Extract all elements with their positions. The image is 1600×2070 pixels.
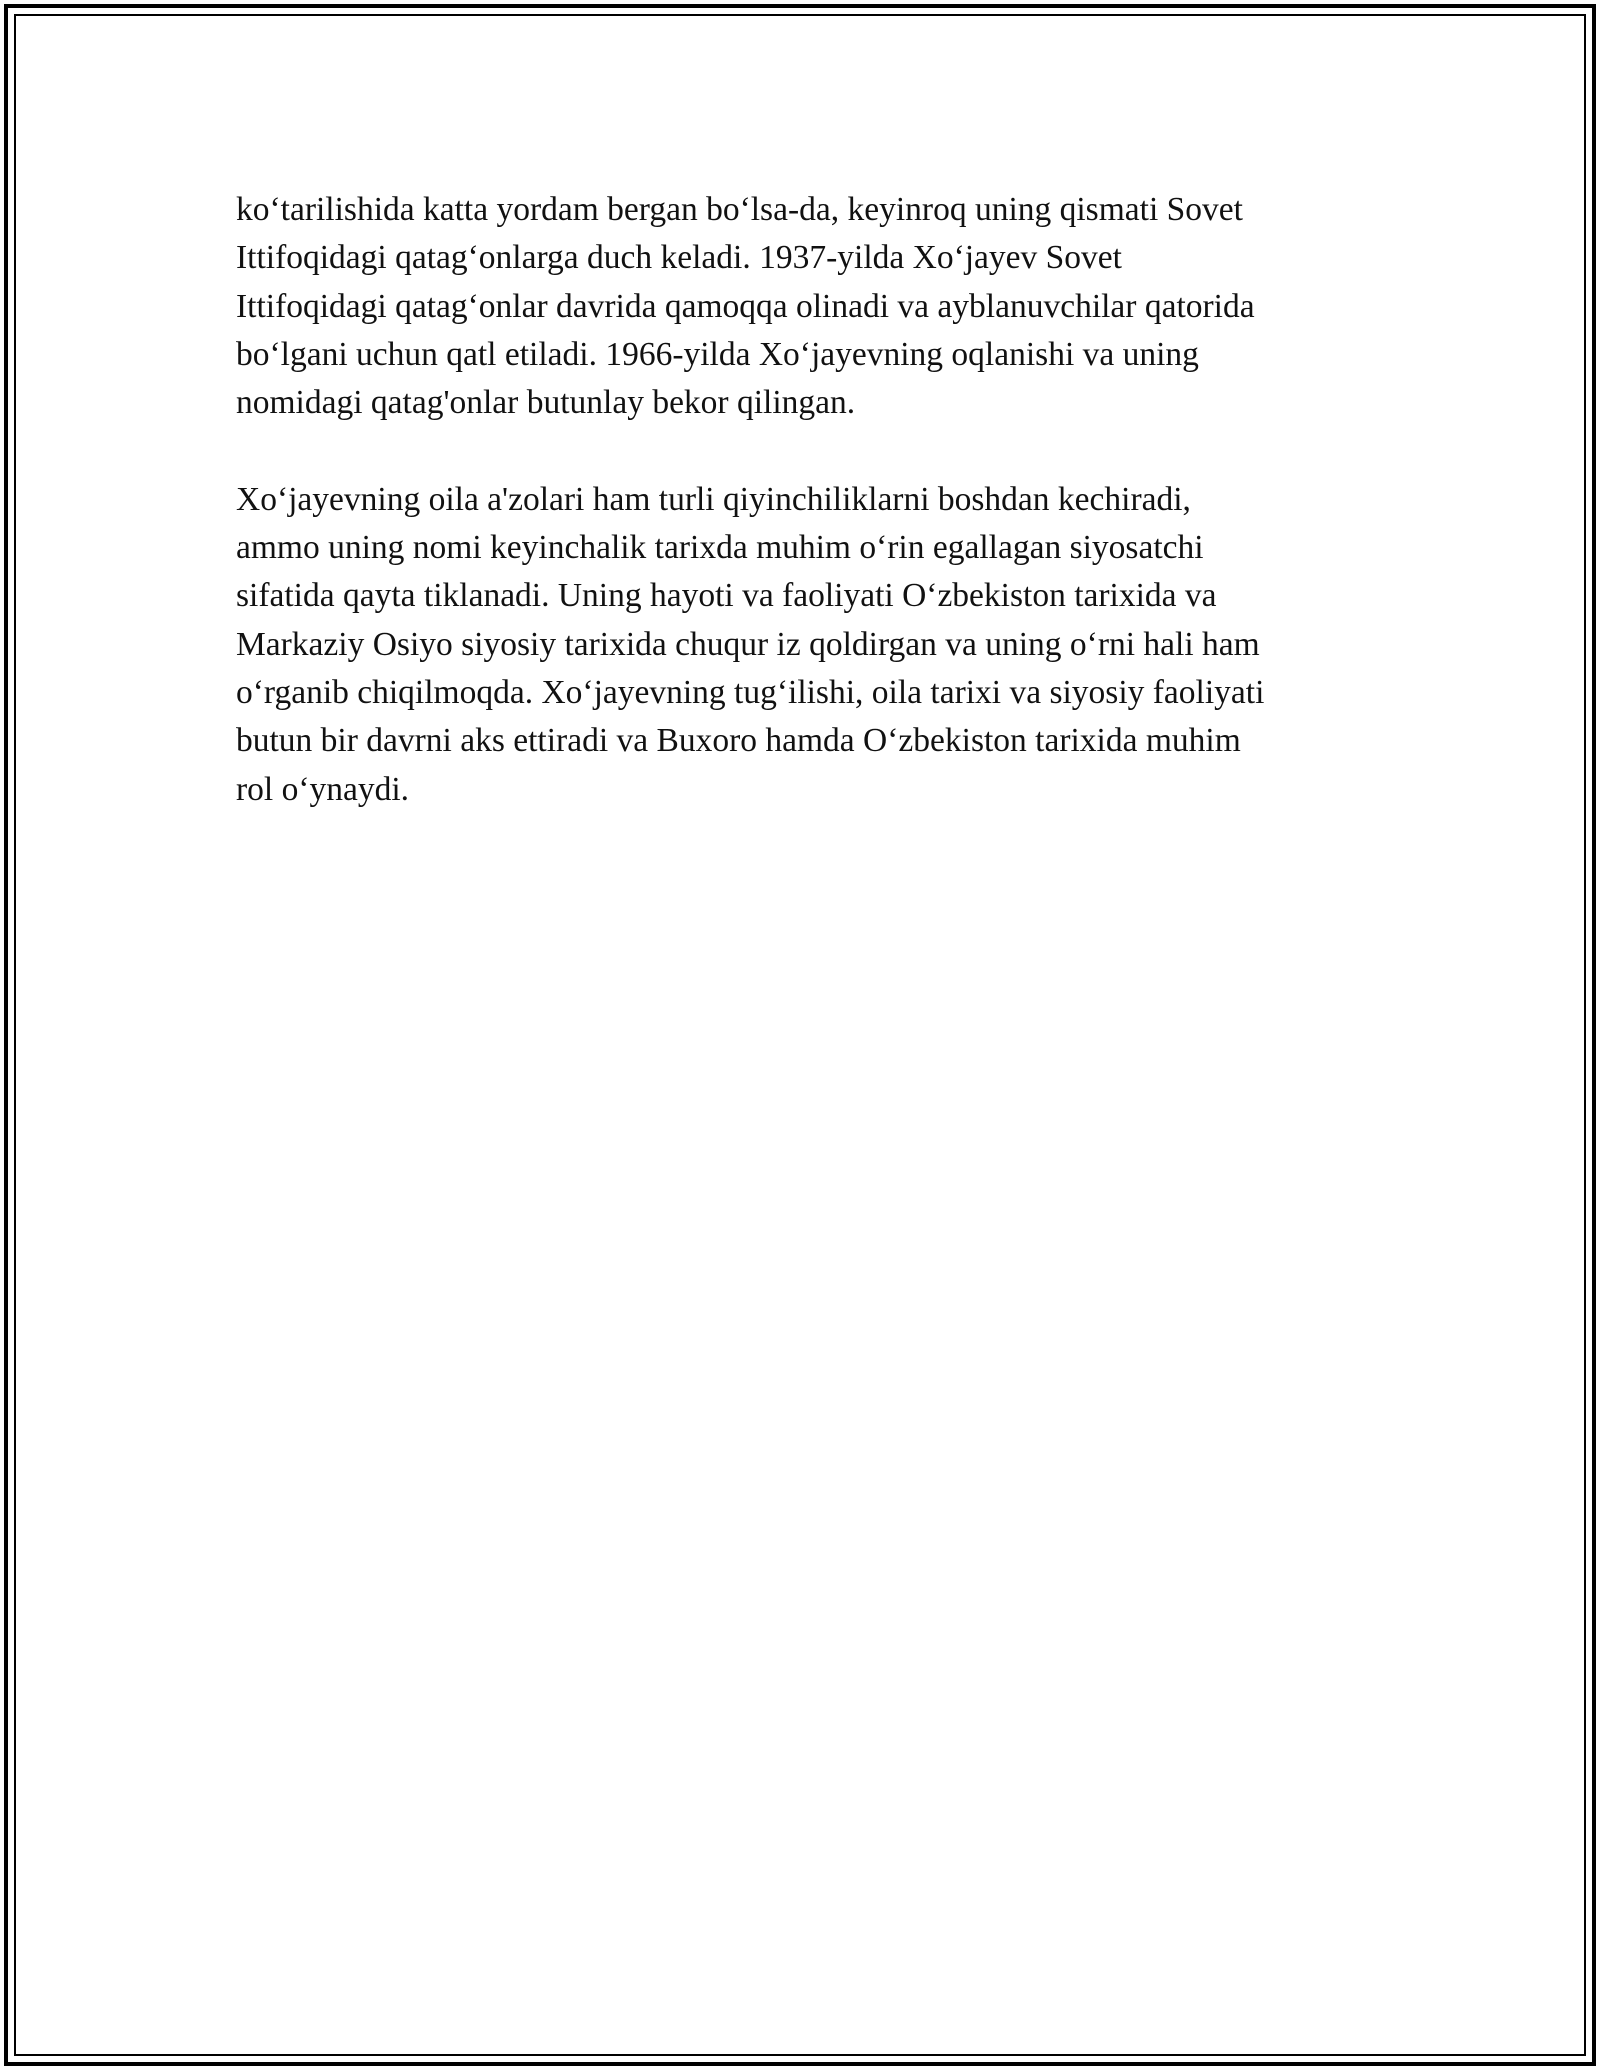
document-body (236, 186, 1366, 862)
paragraph-2: Xo‘jayevning oila a'zolari ham turli qiyinchiliklarni boshdan kechiradi, ammo uning nomi keyinchalik tarixda muhim o‘rin egallagan siyosatchi sifatida qayta tiklanadi. Uning hayoti va faoliyati O‘zbekiston tarixida va Markaziy Osiyo siyosiy tarixida chuqur iz qoldirgan va uning o‘rni hali ham o‘rganib chiqilmoqda. Xo‘jayevning tug‘ilishi, oila tarixi va siyosiy faoliyati butun bir davrni aks ettiradi va Buxoro hamda O‘zbekiston tarixida muhim rol o‘ynaydi. (236, 480, 1265, 808)
paragraph-1: ko‘tarilishida katta yordam bergan bo‘lsa-da, keyinroq uning qismati Sovet Ittifoqidagi qatag‘onlarga duch keladi. 1937-yilda Xo‘jayev Sovet Ittifoqidagi qatag‘onlar davrida qamoqqa olinadi va ayblanuvchilar qatorida bo‘lgani uchun qatl etiladi. 1966-yilda Xo‘jayevning oqlanishi va uning nomidagi qatag'onlar butunlay bekor qilingan. (236, 191, 1255, 422)
